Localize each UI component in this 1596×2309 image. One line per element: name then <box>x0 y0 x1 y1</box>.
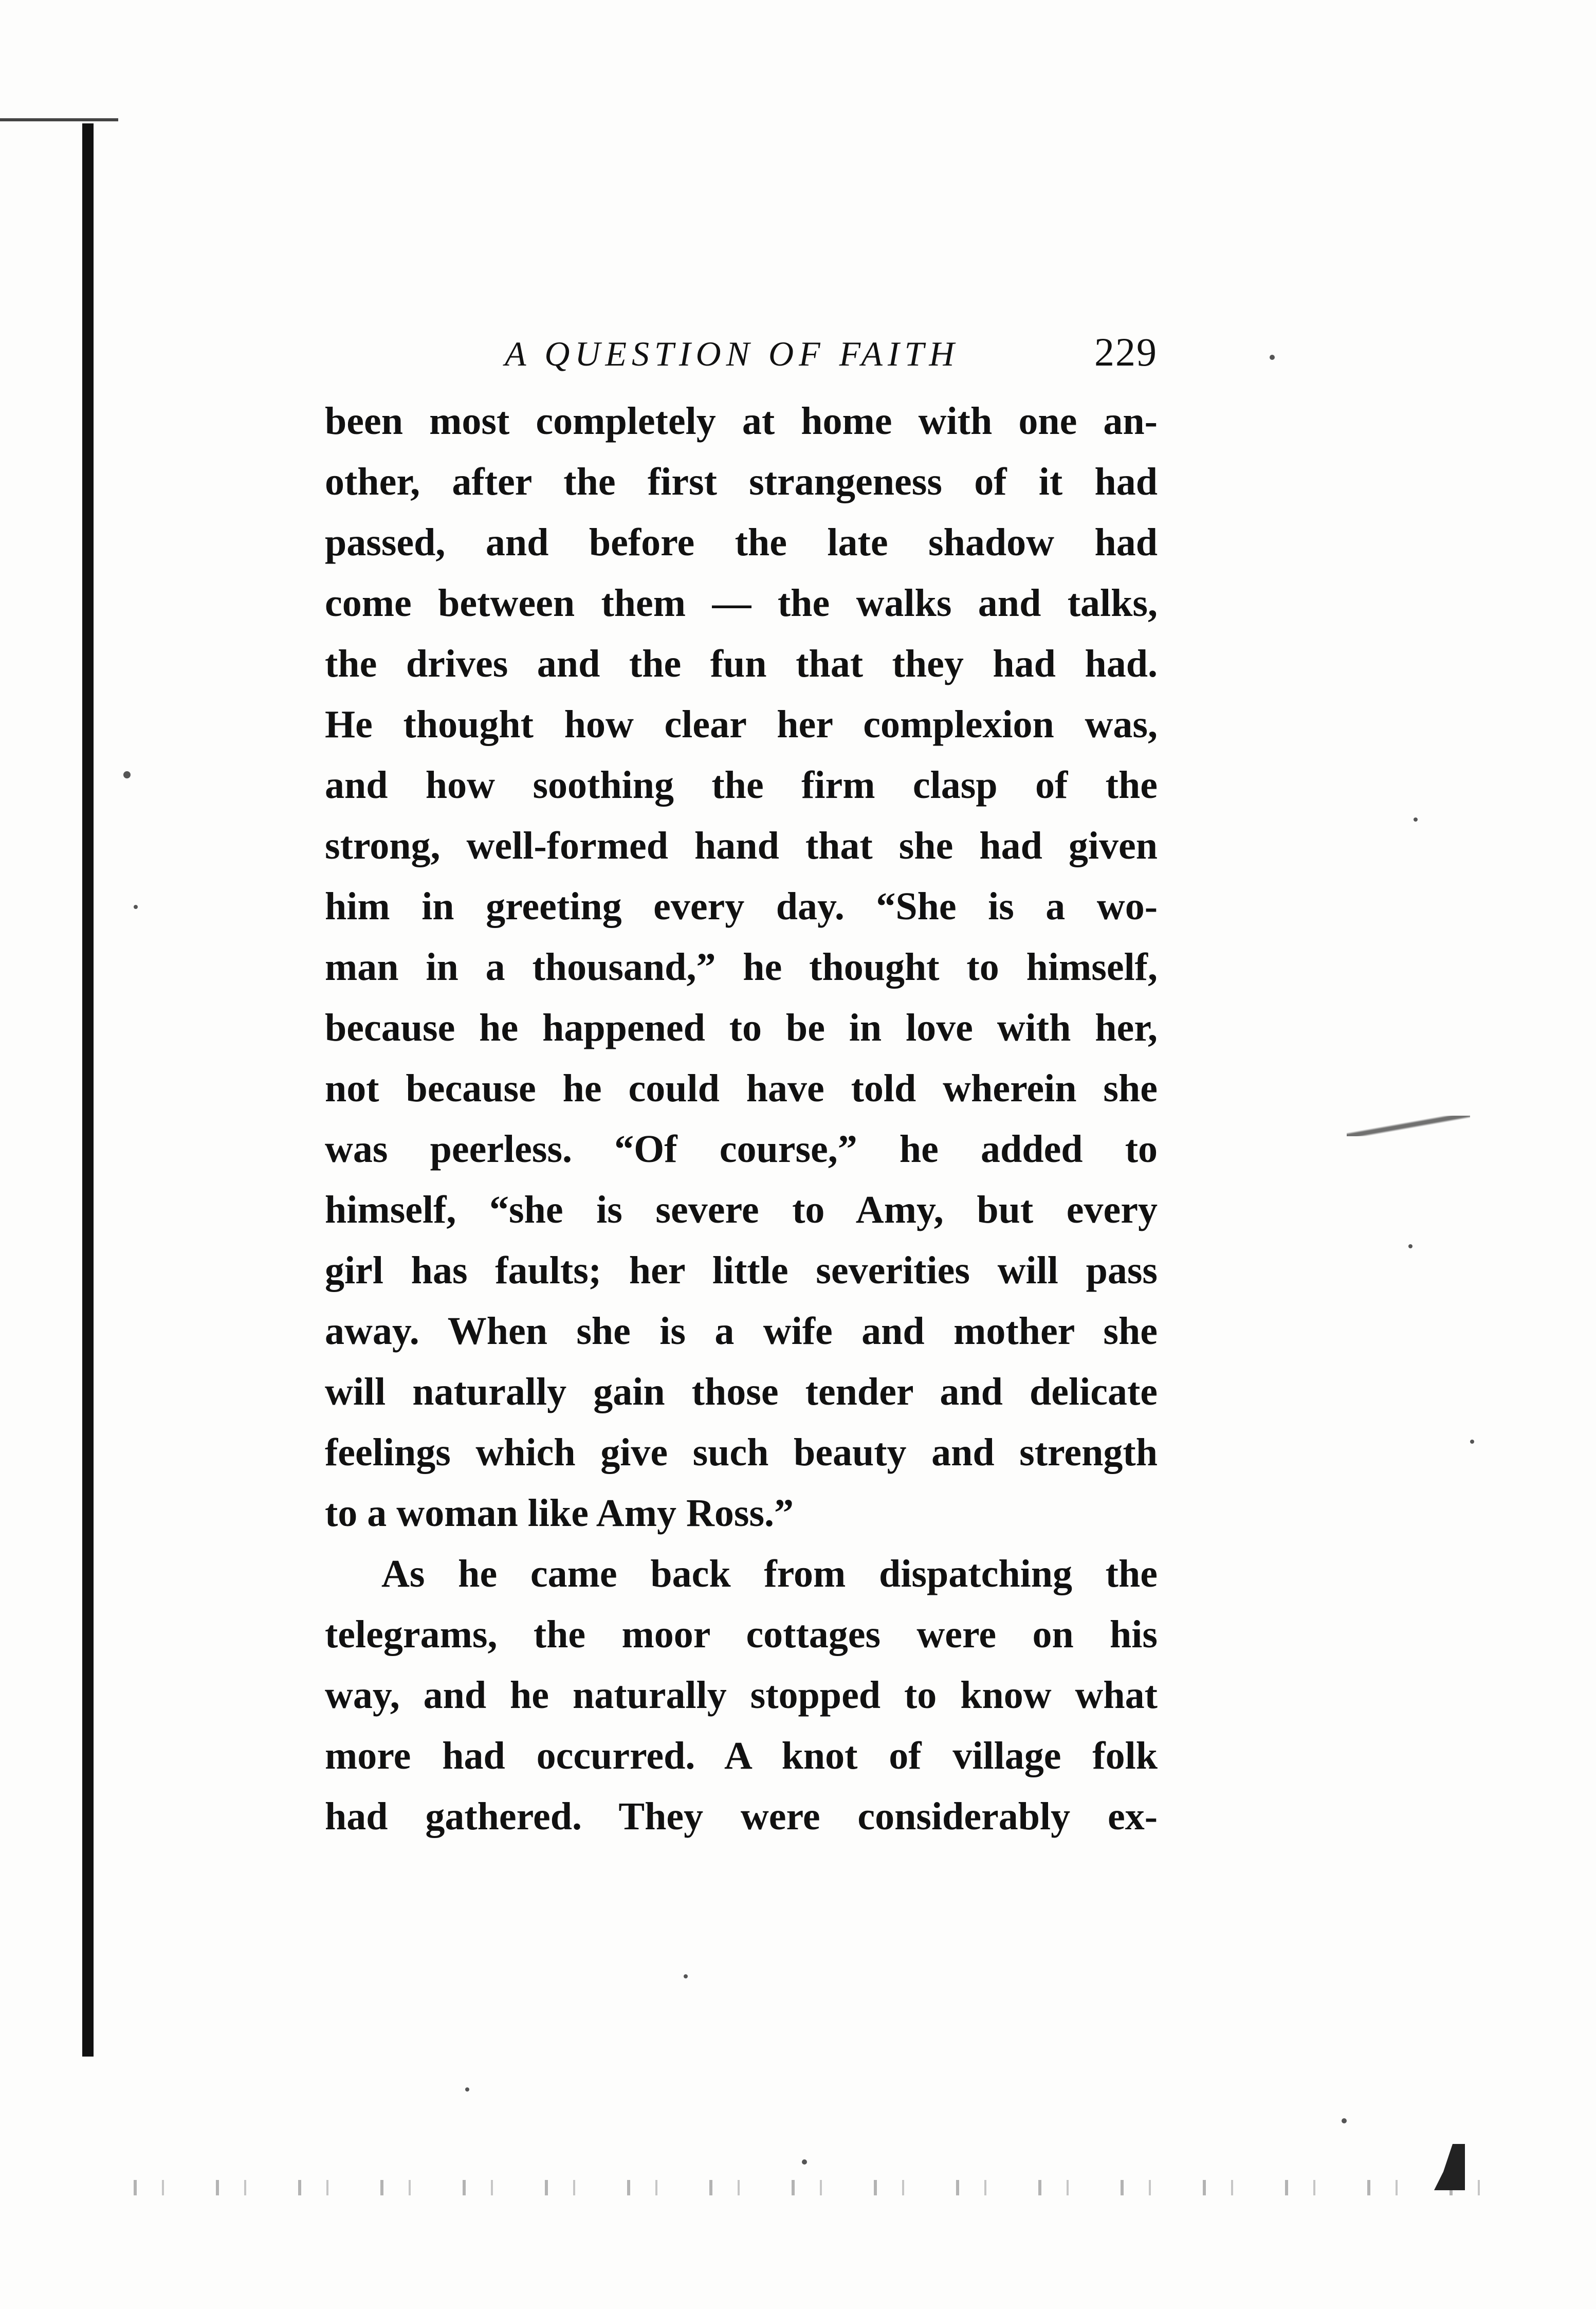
scan-corner-mark <box>1434 2144 1465 2190</box>
text-line: will naturally gain those tender and delicate <box>325 1370 1158 1413</box>
text-line: way, and he naturally stopped to know what <box>325 1674 1158 1717</box>
text-line: himself, “she is severe to Amy, but every <box>325 1188 1158 1231</box>
text-line: girl has faults; her little severities will pass <box>325 1249 1158 1292</box>
scan-speck <box>1408 1244 1412 1248</box>
page-header <box>325 329 1158 386</box>
text-line: and how soothing the firm clasp of the <box>325 763 1158 807</box>
scan-smudge <box>1347 1116 1470 1136</box>
text-line: passed, and before the late shadow had <box>325 521 1158 564</box>
scan-speck <box>1342 2118 1347 2123</box>
body-text <box>325 391 1158 1847</box>
text-line: He thought how clear her complexion was, <box>325 703 1158 746</box>
scan-speck <box>1470 1440 1474 1444</box>
scan-speck <box>1270 355 1275 360</box>
text-line: more had occurred. A knot of village folk <box>325 1734 1158 1777</box>
text-line: As he came back from dispatching the <box>381 1552 1158 1595</box>
scan-speck <box>684 1974 688 1978</box>
text-line: other, after the first strangeness of it had <box>325 460 1158 503</box>
text-line: because he happened to be in love with her, <box>325 1006 1158 1049</box>
text-line: come between them — the walks and talks, <box>325 581 1158 625</box>
running-title: A QUESTION OF FAITH <box>505 334 960 373</box>
text-line: feelings which give such beauty and strength <box>325 1431 1158 1474</box>
binding-shadow <box>82 123 94 2057</box>
scan-speck <box>123 771 131 778</box>
page-number: 229 <box>1094 330 1158 374</box>
text-line: him in greeting every day. “She is a wo- <box>325 885 1158 928</box>
text-line: had gathered. They were considerably ex- <box>325 1795 1158 1838</box>
text-line: to a woman like Amy Ross.” <box>325 1492 794 1535</box>
text-line: the drives and the fun that they had had. <box>325 642 1158 685</box>
binding-edge <box>0 118 118 121</box>
text-line: was peerless. “Of course,” he added to <box>325 1128 1158 1171</box>
text-line: away. When she is a wife and mother she <box>325 1310 1158 1353</box>
scan-noise <box>113 2180 1480 2195</box>
scan-speck <box>134 905 138 909</box>
text-line: telegrams, the moor cottages were on his <box>325 1613 1158 1656</box>
text-line: strong, well-formed hand that she had given <box>325 824 1158 867</box>
scan-speck <box>1414 817 1418 822</box>
scan-speck <box>465 2087 469 2092</box>
text-line: been most completely at home with one an- <box>325 399 1158 443</box>
scan-speck <box>802 2159 807 2165</box>
text-line: man in a thousand,” he thought to himself, <box>325 946 1158 989</box>
text-line: not because he could have told wherein she <box>325 1067 1158 1110</box>
